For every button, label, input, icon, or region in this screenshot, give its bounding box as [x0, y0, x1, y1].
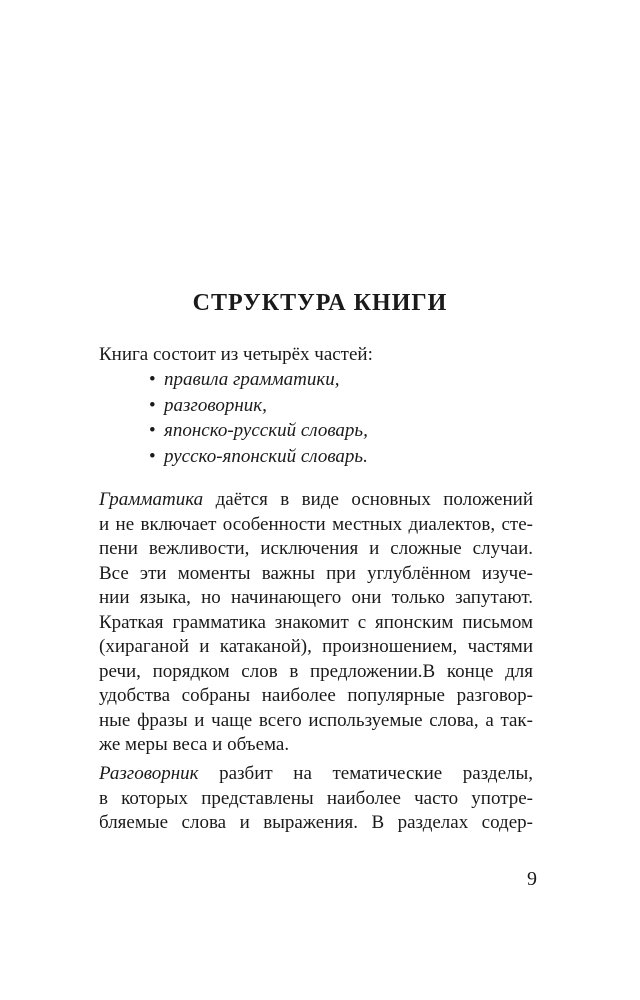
parts-list [149, 367, 368, 469]
grammar-term: Грамматика [99, 489, 204, 510]
paragraph-line: Все эти моменты важны при углублённом изуче- [99, 562, 533, 584]
phrasebook-paragraph [99, 762, 533, 836]
list-item [149, 393, 368, 419]
bullet-icon: • [149, 394, 156, 416]
list-item-text: разговорник, [164, 394, 267, 416]
paragraph-line [99, 488, 533, 513]
list-item [149, 444, 368, 470]
paragraph-line: Краткая грамматика знакомит с японским письмом [99, 611, 533, 633]
bullet-icon: • [149, 420, 156, 441]
paragraph-line: речи, порядком слов в предложении.В конце для [99, 660, 533, 682]
intro-text: Книга состоит из четырёх частей: [99, 344, 373, 365]
list-item-text: японско-русский словарь, [164, 420, 368, 441]
grammar-paragraph [99, 488, 533, 758]
paragraph-line: удобства собраны наиболее популярные разговор- [99, 685, 533, 706]
phrasebook-term: Разговорник [99, 763, 199, 784]
list-item-text: правила грамматики, [164, 369, 340, 390]
list-item [149, 367, 368, 393]
paragraph-lead-text: разбит на тематические разделы, [198, 763, 533, 784]
paragraph-line: ные фразы и чаще всего используемые слова, а так- [99, 709, 533, 731]
paragraph-lead-text: даётся в виде основных положений [203, 489, 533, 510]
paragraph-line [99, 762, 533, 787]
page-number: 9 [527, 868, 537, 890]
paragraph-line: пени вежливости, исключения и сложные случаи. [99, 538, 533, 559]
paragraph-line: же меры веса и объема. [99, 734, 290, 755]
paragraph-line: нии языка, но начинающего они только запутают. [99, 587, 533, 608]
paragraph-line: в которых представлены наиболее часто употре- [99, 787, 533, 809]
list-item [149, 418, 368, 444]
paragraph-line: и не включает особенности местных диалектов, сте- [99, 513, 533, 535]
bullet-icon: • [149, 369, 156, 390]
bullet-icon: • [149, 445, 156, 467]
paragraph-line: бляемые слова и выражения. В разделах содер- [99, 812, 533, 833]
list-item-text: русско-японский словарь. [164, 445, 368, 467]
page-title: СТРУКТУРА КНИГИ [192, 290, 448, 316]
paragraph-line: (хираганой и катаканой), произношением, частями [99, 636, 533, 657]
